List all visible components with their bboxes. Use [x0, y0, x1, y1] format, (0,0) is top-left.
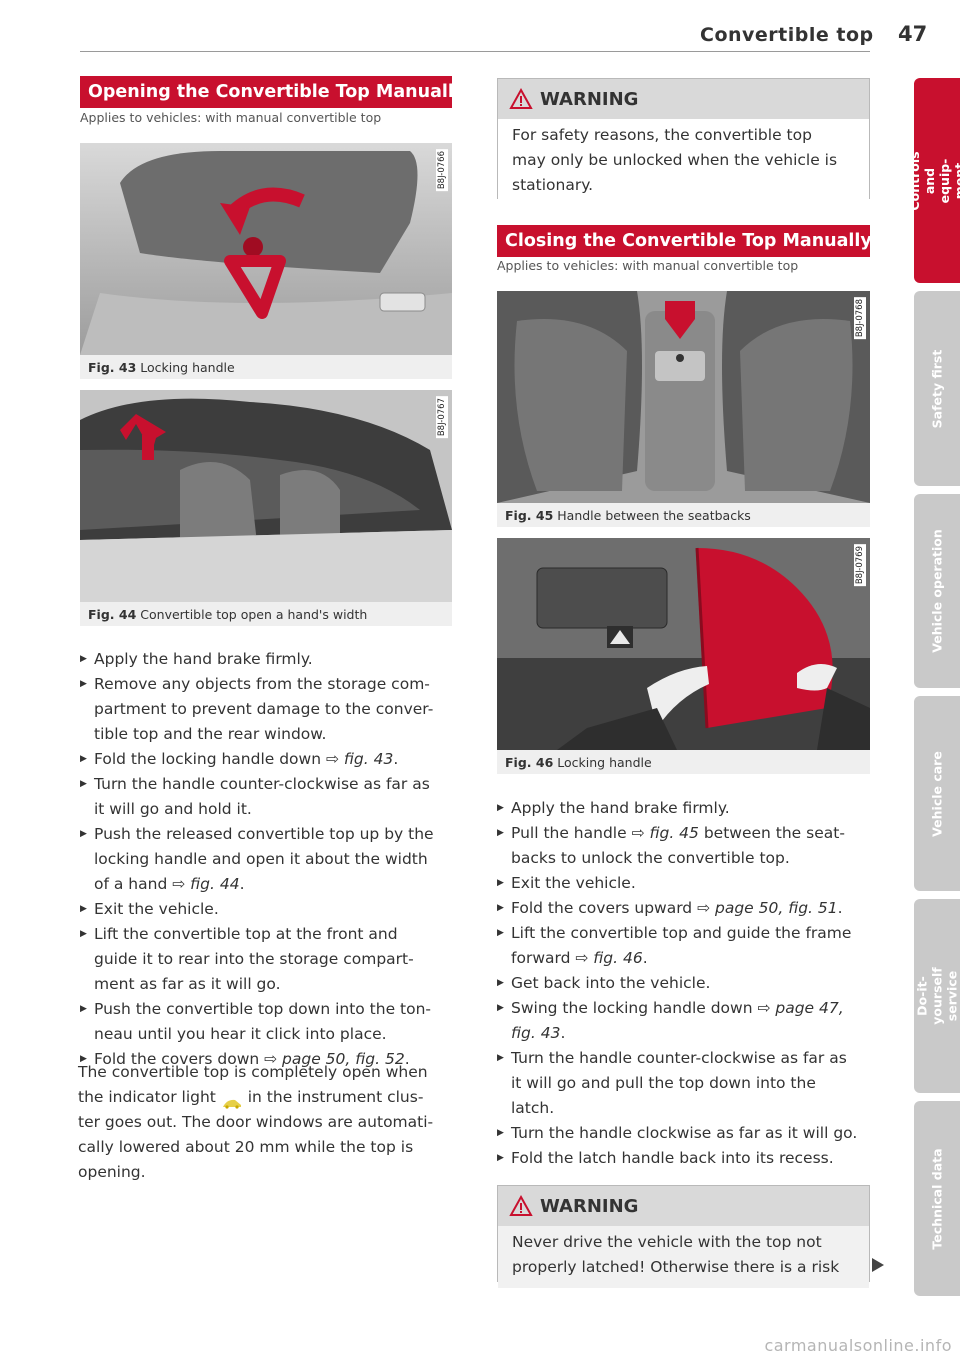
figure-46-image [497, 538, 870, 750]
continued-arrow-icon [872, 1258, 884, 1272]
step-item [80, 822, 452, 897]
figure-44-caption [88, 607, 367, 622]
closing-paragraph-text-a: The convertible top is completely open when the indicator light [78, 1063, 428, 1106]
step-text: Push the convertible top down into the ton- neau until you hear it click into place. [94, 1000, 432, 1043]
step-text-tail: . [560, 1024, 566, 1042]
header-rule [80, 51, 870, 52]
section-title-opening: Opening the Convertible Top Manually [80, 76, 452, 108]
figure-44-image [80, 390, 452, 602]
step-text: Pull the handle [511, 824, 632, 842]
side-tab-label: Safety first [929, 349, 945, 428]
side-tab-label: Do-it-yourself service [914, 967, 960, 1025]
warning-box-2 [497, 1185, 870, 1282]
step-text-tail: . [239, 875, 245, 893]
figure-44-caption-text: Convertible top open a hand's width [140, 607, 368, 622]
figure-45-image [497, 291, 870, 503]
warning-box-1 [497, 78, 870, 199]
step-item [497, 1046, 875, 1121]
figure-46-code: B8J-0769 [855, 546, 865, 585]
side-tab-label: Controls and equip- ment [907, 150, 967, 211]
step-item [497, 921, 875, 971]
figure-43-code: B8J-0766 [437, 151, 447, 190]
closing-paragraph-text-b: in the instrument clus- ter goes out. The door windows are automati- cally lowered about 20 mm while the top is opening. [78, 1088, 434, 1181]
warning-triangle-icon [510, 1196, 532, 1216]
page-number: 47 [898, 22, 928, 46]
step-reference-link[interactable]: ⇨ page 50, fig. 52 [264, 1050, 405, 1068]
figure-46-caption-text: Locking handle [557, 755, 652, 770]
step-text: Turn the handle counter-clockwise as far as it will go and pull the top down into the latch. [511, 1049, 847, 1117]
step-item [80, 897, 452, 922]
step-text: Lift the convertible top at the front and guide it to rear into the storage compart- ment as far as it will go. [94, 925, 414, 993]
step-text-tail: between the seat- backs to unlock the convertible top. [511, 824, 845, 867]
side-tab-controls[interactable] [907, 78, 967, 283]
step-item [497, 896, 875, 921]
warning-1-header [498, 79, 869, 119]
step-item [497, 996, 875, 1046]
warning-1-text: For safety reasons, the convertible top may only be unlocked when the vehicle is stationary. [498, 119, 869, 206]
step-reference-link[interactable]: ⇨ page 47, fig. 43 [511, 999, 844, 1042]
step-item [80, 647, 452, 672]
side-tab-do-it-yourself[interactable] [914, 899, 960, 1093]
step-item [80, 747, 452, 772]
figure-45 [497, 291, 870, 527]
side-tab-label: Vehicle care [929, 750, 945, 837]
step-reference-link[interactable]: ⇨ fig. 46 [575, 949, 643, 967]
step-item [497, 1121, 875, 1146]
step-text-tail: . [393, 750, 399, 768]
closing-paragraph [78, 1060, 458, 1185]
figure-46-caption [505, 755, 652, 770]
side-tab-vehicle-operation[interactable] [914, 494, 960, 688]
step-reference-link[interactable]: ⇨ fig. 43 [325, 750, 394, 768]
warning-2-title: WARNING [540, 1195, 639, 1217]
step-text: Get back into the vehicle. [511, 974, 711, 992]
warning-2-header [498, 1186, 869, 1226]
warning-2-text: Never drive the vehicle with the top not properly latched! Otherwise there is a risk [498, 1226, 869, 1288]
applies-note-opening: Applies to vehicles: with manual convertible top [80, 110, 382, 125]
step-text: Swing the locking handle down [511, 999, 758, 1017]
step-text: Turn the handle clockwise as far as it will go. [511, 1124, 858, 1142]
step-item [497, 796, 875, 821]
warning-triangle-icon [510, 89, 532, 109]
step-item [80, 922, 452, 997]
figure-46 [497, 538, 870, 774]
step-text: Fold the latch handle back into its recess. [511, 1149, 834, 1167]
step-item [497, 821, 875, 871]
step-text: Push the released convertible top up by the locking handle and open it about the width of a hand [94, 825, 434, 893]
step-item [497, 1146, 875, 1171]
figure-44-code: B8J-0767 [437, 398, 447, 437]
opening-steps-list [80, 647, 452, 1072]
step-text-tail: . [837, 899, 843, 917]
step-text: Exit the vehicle. [94, 900, 219, 918]
figure-44 [80, 390, 452, 626]
step-text: Lift the convertible top and guide the frame forward [511, 924, 852, 967]
figure-43 [80, 143, 452, 379]
side-tab-safety[interactable] [914, 291, 960, 486]
warning-1-title: WARNING [540, 88, 639, 110]
figure-45-label: Fig. 45 [505, 508, 554, 523]
side-tab-vehicle-care[interactable] [914, 696, 960, 891]
step-text-tail: . [642, 949, 648, 967]
applies-note-closing: Applies to vehicles: with manual convertible top [497, 258, 799, 273]
step-item [497, 871, 875, 896]
figure-45-caption [505, 508, 751, 523]
figure-43-image [80, 143, 452, 355]
step-text: Fold the covers down [94, 1050, 265, 1068]
step-item [80, 997, 452, 1047]
figure-46-label: Fig. 46 [505, 755, 554, 770]
running-header-title: Convertible top [700, 24, 874, 46]
watermark: carmanualsonline.info [764, 1336, 952, 1355]
section-title-closing: Closing the Convertible Top Manually [497, 225, 870, 257]
step-reference-link[interactable]: ⇨ page 50, fig. 51 [697, 899, 838, 917]
step-reference-link[interactable]: ⇨ fig. 44 [172, 875, 240, 893]
step-reference-link[interactable]: ⇨ fig. 45 [631, 824, 699, 842]
side-tab-label: Technical data [929, 1147, 945, 1250]
figure-44-label: Fig. 44 [88, 607, 137, 622]
step-text: Remove any objects from the storage com- partment to prevent damage to the conver- tible top and the rear window. [94, 675, 434, 743]
step-text: Turn the handle counter-clockwise as far as it will go and hold it. [94, 775, 430, 818]
step-item [80, 672, 452, 747]
side-tab-technical-data[interactable] [914, 1101, 960, 1296]
step-text: Apply the hand brake firmly. [511, 799, 730, 817]
step-text: Apply the hand brake firmly. [94, 650, 313, 668]
closing-steps-list [497, 796, 875, 1171]
step-item [497, 971, 875, 996]
step-item [80, 772, 452, 822]
figure-45-code: B8J-0768 [855, 299, 865, 338]
figure-45-caption-text: Handle between the seatbacks [557, 508, 751, 523]
figure-43-label: Fig. 43 [88, 360, 137, 375]
step-text-tail: . [404, 1050, 410, 1068]
figure-43-caption [88, 360, 235, 375]
side-tab-label: Vehicle operation [929, 529, 945, 653]
step-text: Exit the vehicle. [511, 874, 636, 892]
step-text: Fold the covers upward [511, 899, 698, 917]
figure-43-caption-text: Locking handle [140, 360, 235, 375]
step-text: Fold the locking handle down [94, 750, 326, 768]
indicator-light-icon [221, 1092, 243, 1104]
